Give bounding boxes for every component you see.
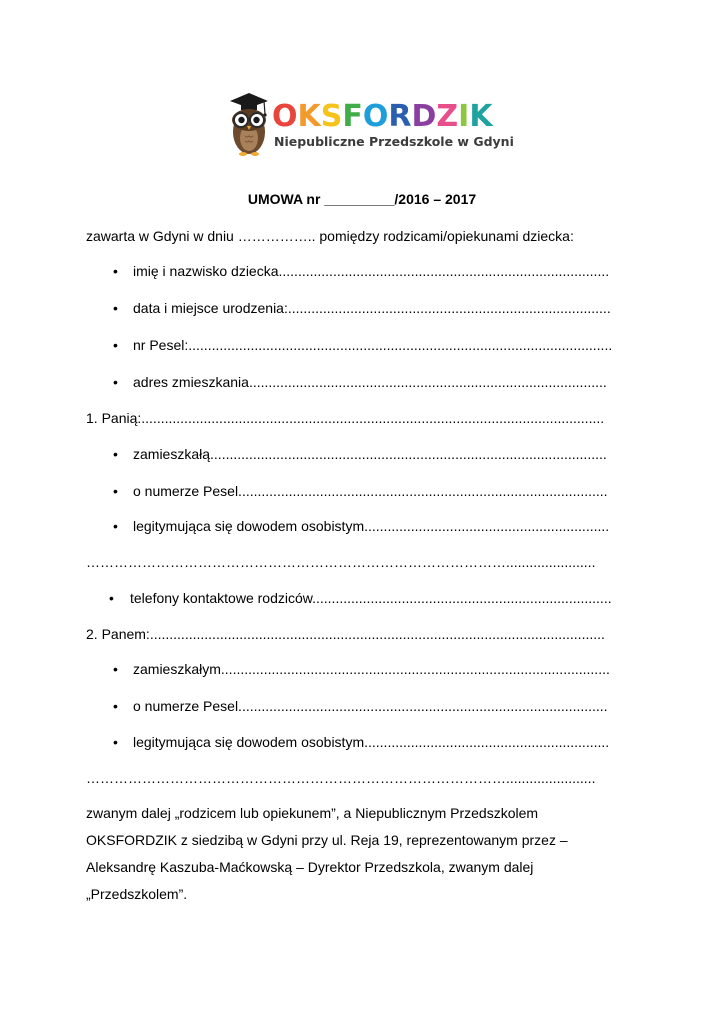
brand-letter: D [411,99,437,134]
bullet-icon: • [113,661,118,677]
mother-address-field: zamieszkałą...................................................................................................... [133,446,607,462]
bullet-icon: • [113,263,118,279]
bullet-icon: • [113,518,118,534]
bullet-icon: • [113,300,118,316]
bullet-icon: • [113,483,118,499]
brand-letter: O [272,99,298,134]
brand-letter: S [320,99,343,134]
child-pesel-field: nr Pesel:............................................................................................................. [133,337,613,353]
child-birth-field: data i miejsce urodzenia:................................................................................... [133,300,611,316]
father-address-field: zamieszkałym.................................................................................................... [133,661,610,677]
brand-letter: I [458,99,470,134]
bullet-icon: • [113,698,118,714]
closing-paragraph [86,800,646,908]
father-heading: 2. Panem:..................................................................................................................... [86,626,605,642]
closing-line: zwanym dalej „rodzicem lub opiekunem”, a Niepublicznym Przedszkolem [86,805,539,821]
contract-title: UMOWA nr _________/2016 – 2017 [247,191,477,207]
brand-letter: O [362,99,389,134]
phones-field: telefony kontaktowe rodziców............................................................................. [130,590,612,606]
owl-graduate-icon [226,88,272,160]
brand-letter: K [469,99,493,134]
mother-pesel-field: o numerze Pesel............................................................................................... [133,483,608,499]
bullet-icon: • [109,590,114,606]
child-name-field: imię i nazwisko dziecka..................................................................................... [133,263,610,279]
bullet-icon: • [113,337,118,353]
bullet-icon: • [113,374,118,390]
father-id-field: legitymująca się dowodem osobistym............................................................... [133,734,610,750]
child-address-field: adres zmieszkania............................................................................................ [133,374,607,390]
closing-line: „Przedszkolem”. [86,886,188,902]
closing-line: OKSFORDZIK z siedzibą w Gdyni przy ul. Reja 19, reprezentowanym przez – [86,832,568,848]
tagline: Niepubliczne Przedszkole w Gdyni [274,134,514,149]
brand-name [272,100,493,134]
brand-letter: Z [436,99,459,134]
dotted-line: ………………………………………………………………………………....................... [86,770,596,786]
intro-line: zawarta w Gdyni w dniu …………….. pomiędzy rodzicami/opiekunami dziecka: [86,228,574,244]
dotted-line: ………………………………………………………………………………....................... [86,554,596,570]
father-pesel-field: o numerze Pesel............................................................................................... [133,698,608,714]
mother-id-field: legitymująca się dowodem osobistym............................................................... [133,518,610,534]
brand-letter: F [342,99,363,134]
closing-line: Aleksandrę Kaszuba-Maćkowską – Dyrektor Przedszkola, zwanym dalej [86,859,534,875]
logo [226,88,514,160]
bullet-icon: • [113,446,118,462]
brand-letter: R [388,99,412,134]
brand-letter: K [297,99,321,134]
mother-heading: 1. Panią:....................................................................................................................... [86,410,605,426]
bullet-icon: • [113,734,118,750]
